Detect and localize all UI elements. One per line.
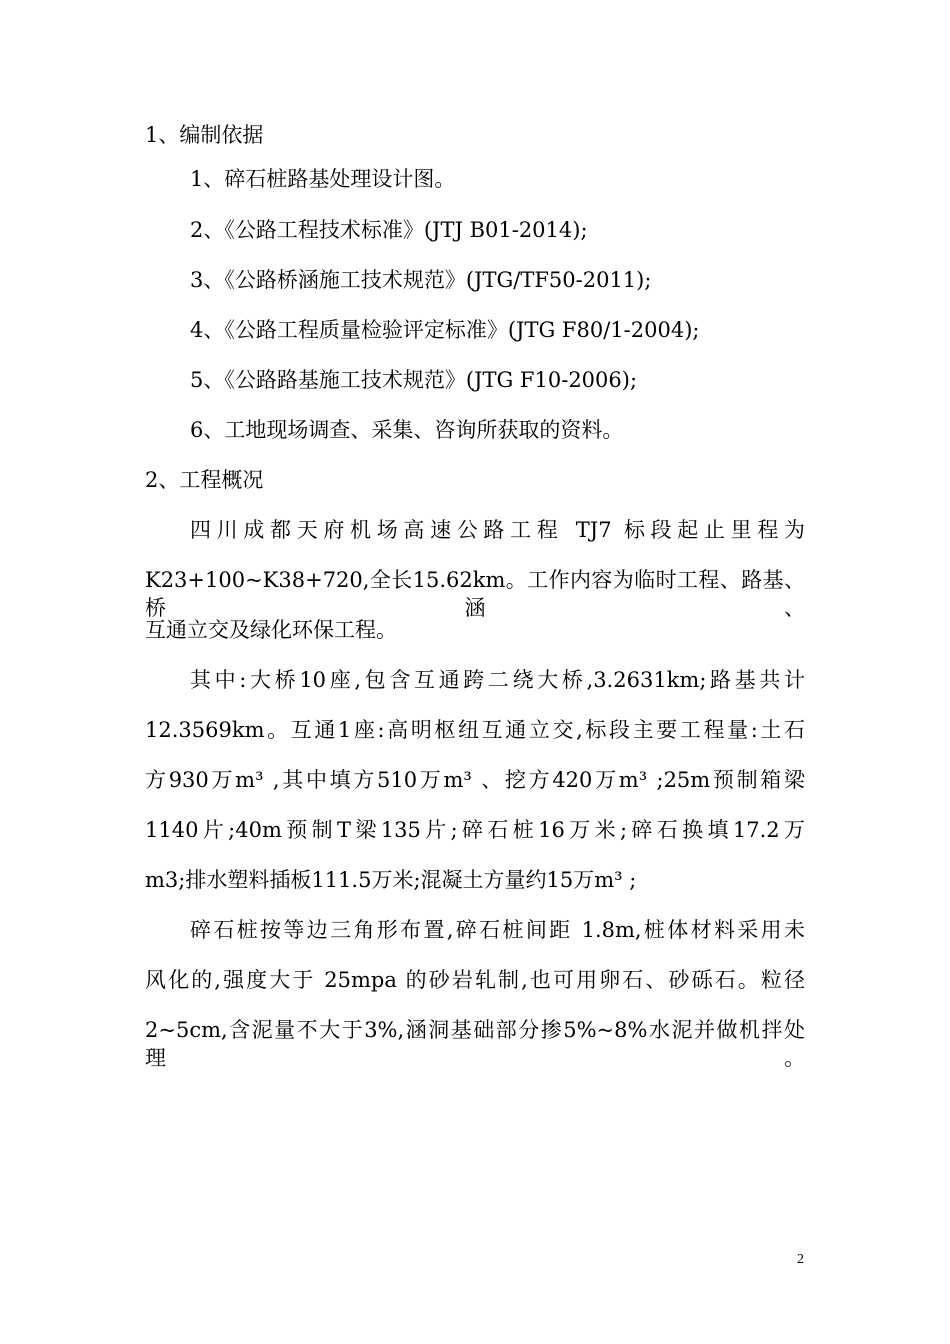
basis-item-6: 6、工地现场调查、采集、咨询所获取的资料。 xyxy=(190,418,624,442)
paragraph2-line1: 其中:大桥10座,包含互通跨二绕大桥,3.2631km;路基共计 xyxy=(190,668,805,692)
basis-item-3: 3、《公路桥涵施工技术规范》(JTG/TF50-2011); xyxy=(190,268,652,292)
paragraph3-line3: 2~5cm,含泥量不大于3%,涵洞基础部分掺5%~8%水泥并做机拌处理。 xyxy=(145,1018,805,1070)
basis-item-4: 4、《公路工程质量检验评定标准》(JTG F80/1-2004); xyxy=(190,318,700,342)
basis-item-1: 1、碎石桩路基处理设计图。 xyxy=(190,167,456,191)
section1-heading: 1、编制依据 xyxy=(145,123,264,147)
paragraph3-line1: 碎石桩按等边三角形布置,碎石桩间距 1.8m,桩体材料采用未 xyxy=(190,918,805,942)
paragraph1-line2: K23+100~K38+720,全长15.62km。工作内容为临时工程、路基、桥涵、 xyxy=(145,568,805,620)
paragraph2-line3: 方930万m³ ,其中填方510万m³ 、挖方420万m³ ;25m预制箱梁 xyxy=(145,768,805,792)
paragraph3-line2: 风化的,强度大于 25mpa 的砂岩轧制,也可用卵石、砂砾石。粒径 xyxy=(145,968,805,992)
basis-item-2: 2、《公路工程技术标准》(JTJ B01-2014); xyxy=(190,218,588,242)
basis-item-5: 5、《公路路基施工技术规范》(JTG F10-2006); xyxy=(190,368,638,392)
paragraph2-line2: 12.3569km。互通1座:高明枢纽互通立交,标段主要工程量:土石 xyxy=(145,718,805,742)
paragraph1-line3: 互通立交及绿化环保工程。 xyxy=(145,618,397,642)
section2-heading: 2、工程概况 xyxy=(145,468,264,492)
paragraph1-line1: 四川成都天府机场高速公路工程 TJ7 标段起止里程为 xyxy=(190,518,805,542)
paragraph2-line5: m3;排水塑料插板111.5万米;混凝土方量约15万m³ ; xyxy=(145,868,637,892)
paragraph2-line4: 1140片;40m预制T梁135片;碎石桩16万米;碎石换填17.2万 xyxy=(145,818,805,842)
page-number: 2 xyxy=(797,1252,804,1267)
